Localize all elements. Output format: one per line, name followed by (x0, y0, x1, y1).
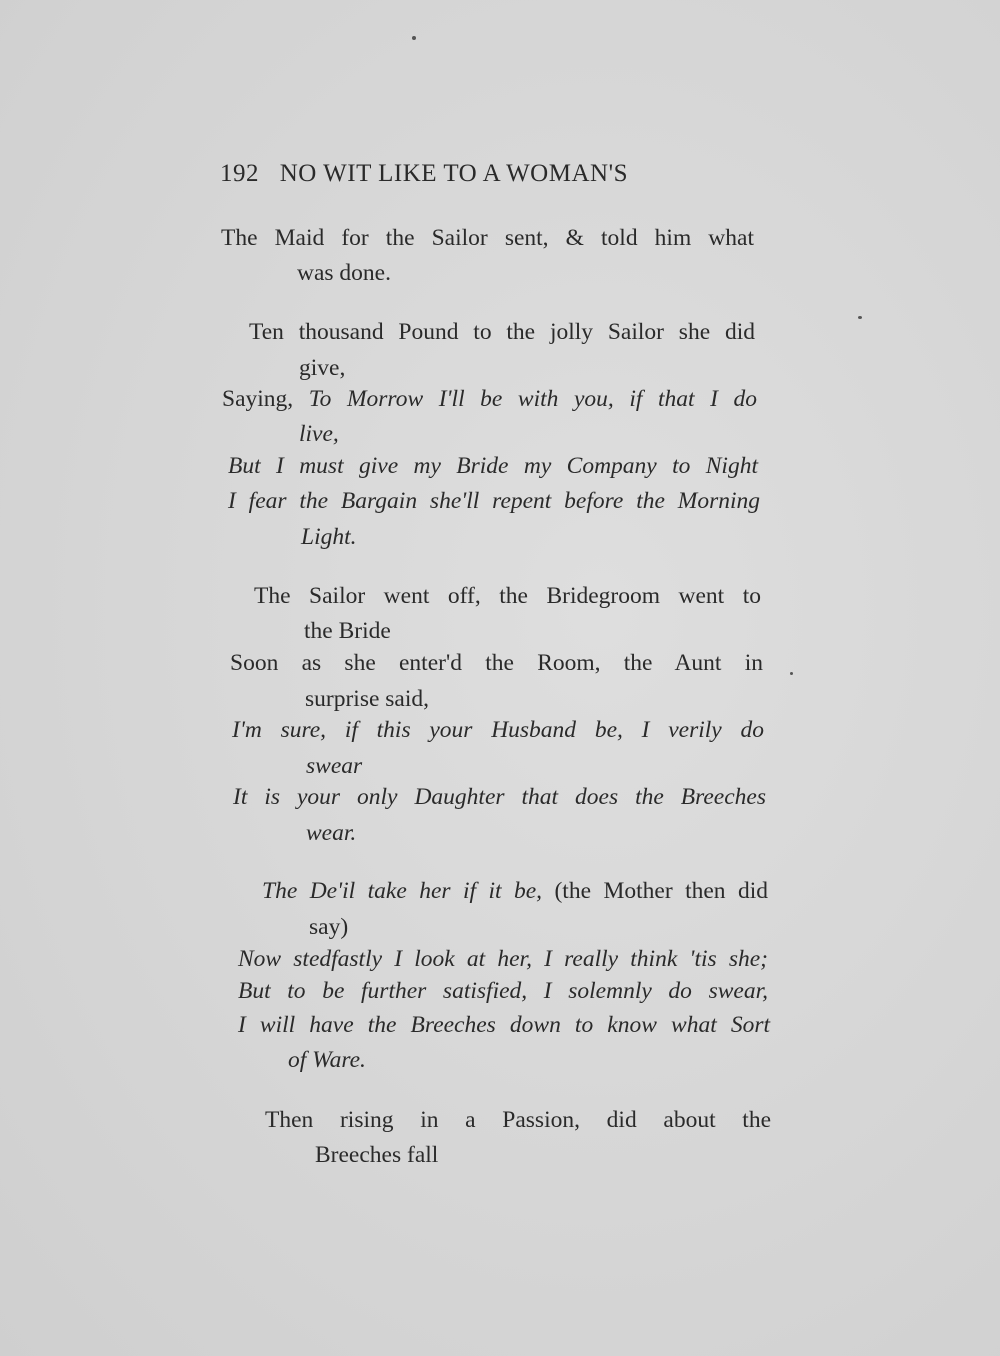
verse-line: Now stedfastly I look at her, I really think 'tis she; (238, 946, 768, 972)
verse-italic-text: The De'il take her if it be, (262, 878, 543, 904)
verse-line: live, (299, 421, 339, 447)
ink-speck (412, 36, 416, 40)
verse-line: Breeches fall (315, 1142, 439, 1168)
verse-line: The Maid for the Sailor sent, & told him what (221, 225, 754, 251)
verse-line: The Sailor went off, the Bridegroom went to (254, 583, 761, 609)
verse-italic-text: To Morrow I'll be with you, if that I do (308, 386, 758, 412)
verse-word: Saying, (222, 386, 294, 412)
verse-line: the Bride (304, 618, 391, 644)
verse-line: But I must give my Bride my Company to Night (228, 453, 758, 479)
running-header (220, 160, 780, 188)
verse-line: was done. (297, 260, 391, 286)
verse-line: swear (306, 753, 363, 779)
page-number: 192 (220, 160, 259, 187)
running-title: NO WIT LIKE TO A WOMAN'S (279, 160, 628, 187)
verse-line (262, 880, 768, 904)
verse-line: of Ware. (288, 1047, 366, 1073)
verse-line: wear. (306, 820, 357, 846)
verse-line: Light. (301, 524, 357, 550)
ink-speck (858, 316, 862, 319)
verse-line: Then rising in a Passion, did about the (265, 1107, 771, 1133)
verse-line: It is your only Daughter that does the Breeches (233, 784, 766, 810)
verse-line: Soon as she enter'd the Room, the Aunt in (230, 650, 763, 676)
verse-roman-text: (the Mother then did (554, 878, 769, 904)
verse-line: surprise said, (305, 686, 430, 712)
verse-line: But to be further satisfied, I solemnly do swear, (238, 978, 768, 1004)
verse-line: Ten thousand Pound to the jolly Sailor she did (249, 319, 755, 345)
verse-line: I'm sure, if this your Husband be, I verily do (232, 717, 764, 743)
verse-line (222, 388, 757, 412)
verse-line: I will have the Breeches down to know what Sort (238, 1012, 770, 1038)
verse-line: I fear the Bargain she'll repent before the Morning (228, 488, 760, 514)
verse-line: give, (299, 355, 346, 381)
verse-line: say) (309, 914, 349, 940)
ink-speck (790, 672, 793, 675)
